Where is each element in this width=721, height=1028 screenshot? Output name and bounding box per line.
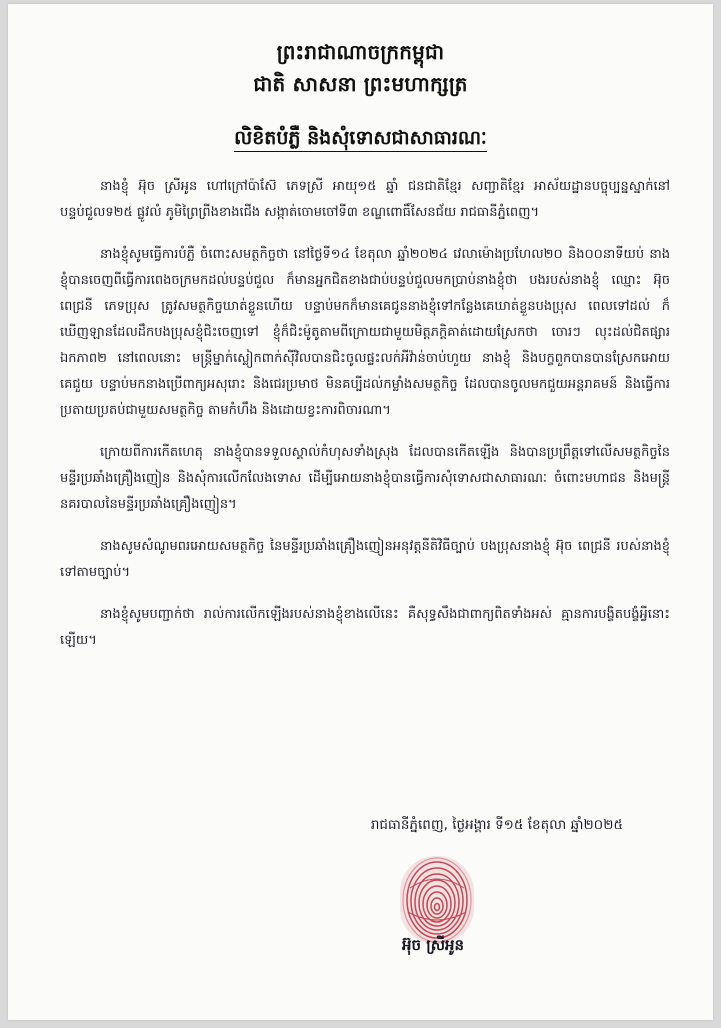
letter-page xyxy=(8,4,713,1020)
paragraph-apology: ក្រោយពីការកើតហេតុ នាងខ្ញុំបានទទួលស្គាល់កំហុសទាំងស្រុង ដែលបានកើតឡើង និងបានប្រព្រឹត្តទៅលើសមត្ថកិច្ចនៃមន្ទីរប្រឆាំងគ្រឿងញៀន និងសុំការលើកលែងទោស ដើម្បីអោយនាងខ្ញុំបានធ្វើការសុំទោសជាសាធារណៈ ចំពោះមហាជន និងមន្ត្រីនគរបាលនៃមន្ទីរប្រឆាំងគ្រឿងញៀន។ xyxy=(60,445,670,512)
kingdom-line: ព្រះរាជាណាចក្រកម្ពុជា xyxy=(276,40,445,64)
signer-name: អ៊ុច ស្រីអូន xyxy=(402,936,465,954)
letter-title: លិខិតបំភ្លឺ និងសុំទោសជាសាធារណៈ xyxy=(234,127,487,152)
thumbprint-icon xyxy=(396,850,478,948)
place-date-line: រាជធានីភ្នំពេញ, ថ្ងៃអង្គារ ទី១៥ ខែតុលា ឆ្នាំ២០២៥ xyxy=(370,817,623,833)
paragraph-identity: នាងខ្ញុំ អ៊ុច ស្រីអូន ហៅក្រៅប៉ាស៊ែ ភេទស្រី អាយុ១៥ ឆ្នាំ ជនជាតិខ្មែរ សញ្ជាតិខ្មែរ អាស័យដ្ឋានបច្ចុប្បន្នស្នាក់នៅបន្ទប់ជួលទ២៥ ផ្លូវលំ ភូមិព្រៃព្រីងខាងជើង សង្កាត់ចោមចៅទី៣ ខណ្ឌពោធិ៍សែនជ័យ រាជធានីភ្នំពេញ។ xyxy=(60,179,670,220)
paragraph-incident: នាងខ្ញុំសូមធ្វើការបំភ្លឺ ចំពោះសមត្ថកិច្ចថា នៅថ្ងៃទី១៤ ខែតុលា ឆ្នាំ២០២៤ វេលាម៉ោងប្រហែល២០ និង០០នាទីយប់ នាងខ្ញុំបានចេញពីធ្វើការពេងចក្រមកដល់បន្ទប់ជួល ក៏មានអ្នកជិតខាងជាប់បន្ទប់ជួលមកប្រាប់នាងខ្ញុំថា បងរបស់នាងខ្ញុំ ឈ្មោះ អ៊ុច ពេជ្រនី ភេទប្រុស ត្រូវសមត្ថកិច្ចឃាត់ខ្លួនហើយ បន្ទាប់មកក៏មានគេជូននាងខ្ញុំទៅកន្លែងគេឃាត់ខ្លួនបងប្រុស ពេលទៅដល់ ក៏ឃើញឡានដែលដឹកបងប្រុសខ្ញុំជិះចេញទៅ ខ្ញុំក៏ជិះម៉ូតូតាមពីក្រោយជាមួយមិត្តភក្តិគាត់ដោយស្រែកថា ចោរៗ លុះដល់ជិតផ្សារឯកភាព២ នៅពេលនោះ មន្ត្រីម្នាក់ស្លៀកពាក់ស៊ីវិលបានជិះចូលផ្ទះលក់អីវ៉ាន់ចាប់ហួយ នាងខ្ញុំ និងបក្ខពួកបានបានស្រែកអោយគេជួយ បន្ទាប់មកនាងប្រើពាក្យអសុរោះ និងជេរប្រមាថ មិនគប្បីដល់កម្លាំងសមត្ថកិច្ច ដែលបានចូលមកជួយអន្តរាគមន៍ និងធ្វើការប្រតាយប្រតប់ជាមួយសមត្ថកិច្ច តាមកំហឹង និងដោយខ្វះការពិចារណា។ xyxy=(60,247,670,418)
paragraph-confirmation: នាងខ្ញុំសូមបញ្ជាក់ថា រាល់ការលើកឡើងរបស់នាងខ្ញុំខាងលើនេះ គឺសុទ្ធសឹងជាពាក្យពិតទាំងអស់ គ្មានការបង្ខិតបង្ខំអ្វីនោះឡើយ។ xyxy=(60,607,670,648)
letter-title-wrap xyxy=(8,126,713,154)
letter-body xyxy=(60,174,670,670)
motto-line: ជាតិ សាសនា ព្រះមហាក្សត្រ xyxy=(253,72,468,96)
national-motto xyxy=(8,36,713,100)
paragraph-request: នាងសូមសំណូមពរអោយសមត្ថកិច្ច នៃមន្ទីរប្រឆាំងគ្រឿងញៀនអនុវត្តនីតិវិធីច្បាប់ បងប្រុសនាងខ្ញុំ អ៊ុច ពេជ្រនី របស់នាងខ្ញុំទៅតាមច្បាប់។ xyxy=(60,539,670,580)
